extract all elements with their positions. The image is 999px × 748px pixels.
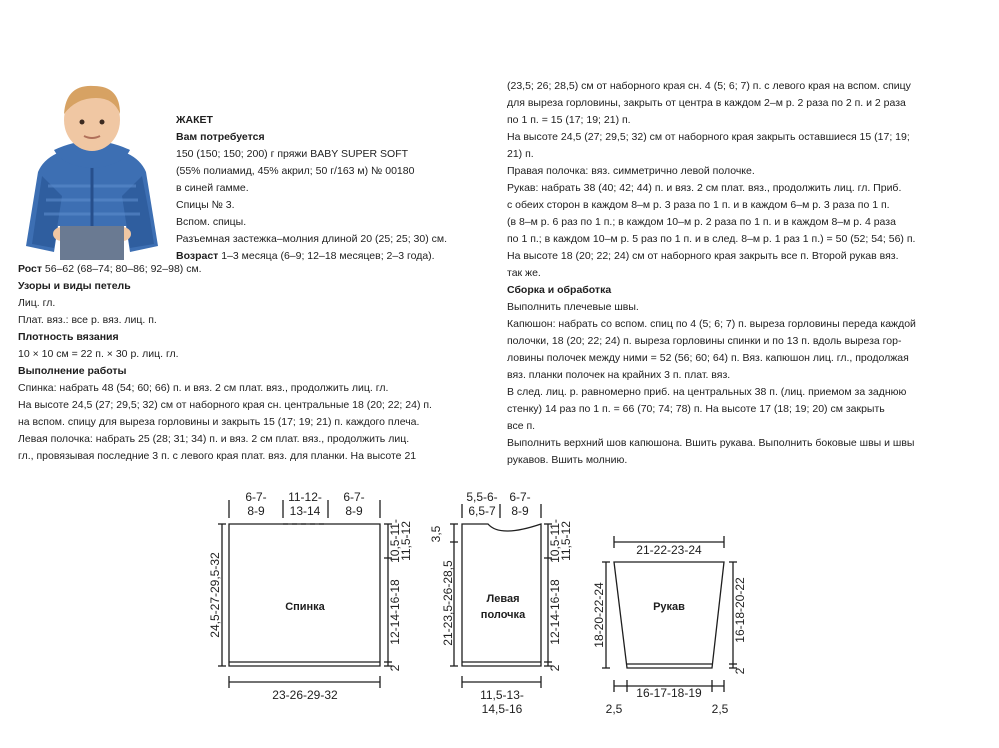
materials-line: (55% полиамид, 45% акрил; 50 г/163 м) № 00180 [176,165,415,177]
back-rib-label: 2 [388,664,402,672]
back-top-center-label: 13-14 [289,504,321,518]
front-height-label: 21-23,5-26-28,5 [441,560,455,646]
age-text: 1–3 месяца (6–9; 12–18 месяцев; 2–3 года). [218,250,435,262]
back-piece-name: Спинка [285,601,325,613]
front-piece-name: полочка [480,609,526,621]
instruction-line: (в 8–м р. 6 раз по 1 п.; в каждом 10–м р. 2 раза по 1 п. и в каждом 8–м р. 4 раза [507,216,896,228]
right-column [507,78,916,469]
instruction-line: 21) п. [507,148,534,160]
back-top-center-label: 11-12- [288,490,322,504]
materials-line: Разъемная застежка–молния длиной 20 (25; 25; 30) см. [176,233,448,245]
back-top-right-label: 8-9 [345,504,363,518]
instruction-line: Правая полочка: вяз. симметрично левой полочке. [507,165,755,177]
back-height-label: 24,5-27-29,5-32 [208,552,222,638]
work-line: на вспом. спицу для выреза горловины и закрыть 15 (17; 19; 21) п. каждого плеча. [18,416,420,428]
instruction-line: для выреза горловины, закрыть от центра в каждом 2–м р. 2 раза по 2 п. и 2 раза [507,97,906,109]
sleeve-piece-name: Рукав [653,601,685,613]
height-line [18,261,432,278]
pattern-title: ЖАКЕТ [176,114,213,126]
instruction-line: с обеих сторон в каждом 8–м р. 3 раза по 1 п. и в каждом 6–м р. 3 раза по 1 п. [507,199,890,211]
density-line: 10 × 10 см = 22 п. × 30 р. лиц. гл. [18,348,179,360]
back-schematic [218,500,392,688]
back-top-left-label: 6-7- [245,490,267,504]
assembly-line: Выполнить верхний шов капюшона. Вшить рукава. Выполнить боковые швы и швы [507,437,915,449]
sleeve-top-label: 21-22-23-24 [636,543,702,557]
front-width-label: 11,5-13- [480,688,524,702]
work-line: Левая полочка: набрать 25 (28; 31; 34) п. и вяз. 2 см плат. вяз., продолжить лиц. [18,433,410,445]
assembly-line: вяз. планки полочек на крайних 3 п. плат. вяз. [507,369,731,381]
patterns-heading: Узоры и виды петель [18,280,131,292]
materials-block [176,112,447,265]
patterns-line: Лиц. гл. [18,297,56,309]
materials-line: 150 (150; 150; 200) г пряжи BABY SUPER SOFT [176,148,409,160]
sleeve-right-height-label: 16-18-20-22 [733,577,747,643]
materials-heading: Вам потребуется [176,131,265,143]
work-line: Спинка: набрать 48 (54; 60; 66) п. и вяз. 2 см плат. вяз., продолжить лиц. гл. [18,382,389,394]
assembly-heading: Сборка и обработка [507,284,612,296]
left-column [18,261,432,465]
assembly-line: все п. [507,420,536,432]
front-side-label: 12-14-16-18 [548,579,562,645]
back-top-right-label: 6-7- [343,490,365,504]
instruction-line: На высоте 18 (20; 22; 24) см от наборного края закрыть все п. Второй рукав вяз. [507,250,899,262]
assembly-line: рукавов. Вшить молнию. [507,454,628,466]
front-armhole-label: 10,5-11- [548,519,562,563]
sleeve-bottom-right-label: 2,5 [711,702,729,716]
front-armhole-label-2: 11,5-12 [559,521,573,561]
assembly-line: ловины полочек между ними = 52 (56; 60; 64) п. Вяз. капюшон лиц. гл., продолжая [507,352,909,364]
sleeve-bottom-label: 16-17-18-19 [636,686,702,700]
sleeve-rib-label: 2 [733,667,747,675]
back-side-label: 12-14-16-18 [388,579,402,645]
front-shoulder-label: 8-9 [511,504,529,518]
work-line: гл., провязывая последние 3 п. с левого края плат. вяз. для планки. На высоте 21 [18,450,417,462]
front-rib-label: 2 [548,664,562,672]
back-width-label: 23-26-29-32 [272,688,338,702]
instruction-line: по 1 п.; в каждом 10–м р. 5 раз по 1 п. и в след. 8–м р. 1 раз 1 п.) = 50 (52; 54; 56) п. [507,233,916,245]
instruction-line: Рукав: набрать 38 (40; 42; 44) п. и вяз. 2 см плат. вяз., продолжить лиц. гл. Приб. [507,182,902,194]
instruction-line: так же. [507,267,541,279]
materials-line: Спицы № 3. [176,199,235,211]
sleeve-schematic [602,536,737,692]
instruction-line: по 1 п. = 15 (17; 19; 21) п. [507,114,631,126]
age-label: Возраст [176,250,219,262]
front-piece-name: Левая [486,593,520,605]
work-line: На высоте 24,5 (27; 29,5; 32) см от наборного края сн. центральные 18 (20; 22; 24) п. [18,399,432,411]
child-photo [18,76,166,260]
front-neck-label: 6,5-7 [468,504,496,518]
work-heading: Выполнение работы [18,365,127,377]
back-armhole-label: 10,5-11- [388,519,402,563]
front-width-label: 14,5-16 [481,702,523,716]
back-armhole-label-2: 11,5-12 [399,521,413,561]
assembly-line: В след. лиц. р. равномерно приб. на центральных 38 п. (лиц. приемом за заднюю [507,386,907,398]
materials-line: Вспом. спицы. [176,216,247,228]
instruction-line: (23,5; 26; 28,5) см от наборного края сн. 4 (5; 6; 7) п. с левого края на вспом. спицу [507,80,911,92]
front-shoulder-label: 6-7- [509,490,531,504]
sleeve-bottom-left-label: 2,5 [605,702,623,716]
assembly-line: полочки, 18 (20; 22; 24) п. выреза горловины спинки и по 13 п. вдоль выреза гор- [507,335,902,347]
pattern-schematics [0,478,999,748]
assembly-line: Выполнить плечевые швы. [507,301,639,313]
patterns-line: Плат. вяз.: все р. вяз. лиц. п. [18,314,157,326]
density-heading: Плотность вязания [18,331,119,343]
materials-line: в синей гамме. [176,182,249,194]
height-text: 56–62 (68–74; 80–86; 92–98) см. [42,263,202,275]
front-neck-drop-label: 3,5 [429,525,443,543]
front-neck-label: 5,5-6- [466,490,498,504]
height-label: Рост [18,263,42,275]
assembly-line: Капюшон: набрать со вспом. спиц по 4 (5; 6; 7) п. выреза горловины переда каждой [507,318,916,330]
assembly-line: стенку) 14 раз по 1 п. = 66 (70; 74; 78) п. На высоте 17 (18; 19; 20) см закрыть [507,403,885,415]
sleeve-left-height-label: 18-20-22-24 [592,582,606,648]
instruction-line: На высоте 24,5 (27; 29,5; 32) см от наборного края закрыть оставшиеся 15 (17; 19; [507,131,910,143]
back-top-left-label: 8-9 [247,504,265,518]
